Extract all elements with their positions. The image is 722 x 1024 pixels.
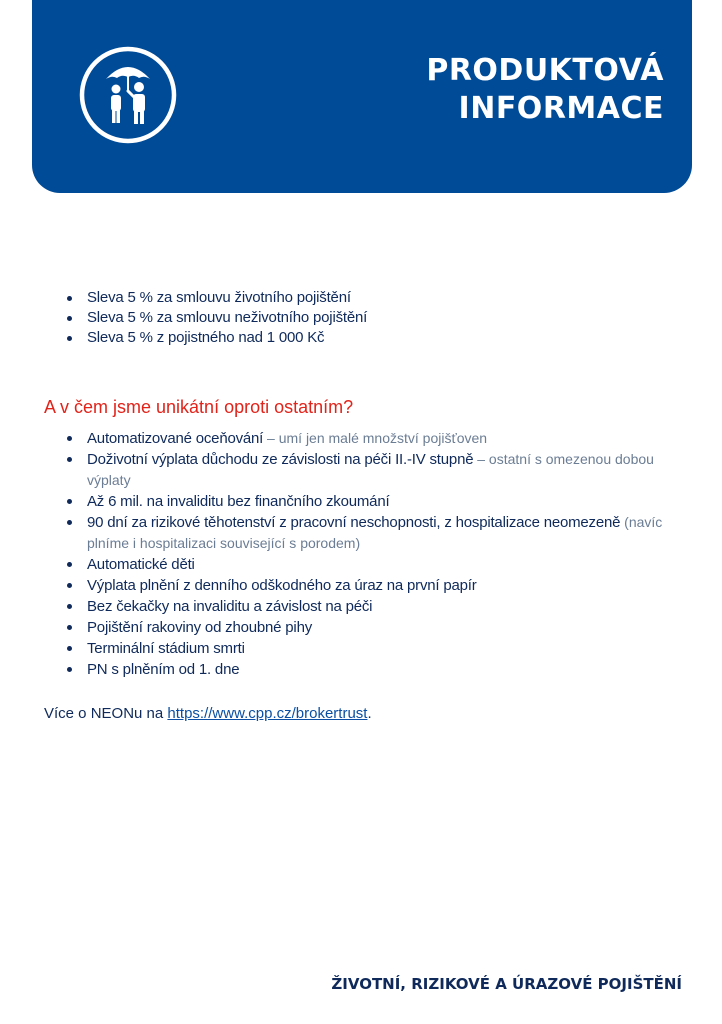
brokertrust-link[interactable]: https://www.cpp.cz/brokertrust xyxy=(167,705,368,722)
title-line-1: PRODUKTOVÁ xyxy=(426,53,664,88)
unique-features-list xyxy=(64,428,684,680)
list-item xyxy=(64,659,684,680)
more-info-line xyxy=(44,705,372,722)
list-item: Sleva 5 % z pojistného nad 1 000 Kč xyxy=(64,328,684,348)
item-main: Až 6 mil. na invaliditu bez finančního zkoumání xyxy=(87,493,390,510)
item-note: – umí jen malé množství pojišťoven xyxy=(263,430,488,446)
item-note: – ostatní s omezenou dobou výplaty xyxy=(87,451,654,488)
item-main: Pojištění rakoviny od zhoubné pihy xyxy=(87,619,313,636)
list-item xyxy=(64,617,684,638)
umbrella-family-icon xyxy=(78,45,178,145)
item-main: Automatické děti xyxy=(87,556,195,573)
list-item xyxy=(64,428,684,449)
item-main: Doživotní výplata důchodu ze závislosti na péči II.-IV stupně xyxy=(87,451,474,468)
item-main: Bez čekačky na invaliditu a závislost na péči xyxy=(87,598,373,615)
list-item xyxy=(64,554,684,575)
item-note: (navíc plníme i hospitalizaci související s porodem) xyxy=(87,514,663,551)
list-item xyxy=(64,449,684,491)
page-title xyxy=(426,52,664,128)
list-item xyxy=(64,575,684,596)
more-info-prefix: Více o NEONu na xyxy=(44,705,168,722)
discount-list xyxy=(64,288,684,348)
item-main: PN s plněním od 1. dne xyxy=(87,661,240,678)
more-info-suffix: . xyxy=(367,705,372,722)
list-item xyxy=(64,491,684,512)
title-line-2: INFORMACE xyxy=(458,91,664,126)
list-item xyxy=(64,512,684,554)
list-item: Sleva 5 % za smlouvu životního pojištění xyxy=(64,288,684,308)
list-item xyxy=(64,638,684,659)
item-main: Výplata plnění z denního odškodného za úraz na první papír xyxy=(87,577,477,594)
list-item xyxy=(64,596,684,617)
item-main: Terminální stádium smrti xyxy=(87,640,245,657)
item-main: 90 dní za rizikové těhotenství z pracovní neschopnosti, z hospitalizace neomezeně xyxy=(87,514,621,531)
footer-text: ŽIVOTNÍ, RIZIKOVÉ A ÚRAZOVÉ POJIŠTĚNÍ xyxy=(331,975,682,993)
section-title: A v čem jsme unikátní oproti ostatním? xyxy=(44,397,354,417)
item-main: Automatizované oceňování xyxy=(87,430,264,447)
list-item: Sleva 5 % za smlouvu neživotního pojištění xyxy=(64,308,684,328)
